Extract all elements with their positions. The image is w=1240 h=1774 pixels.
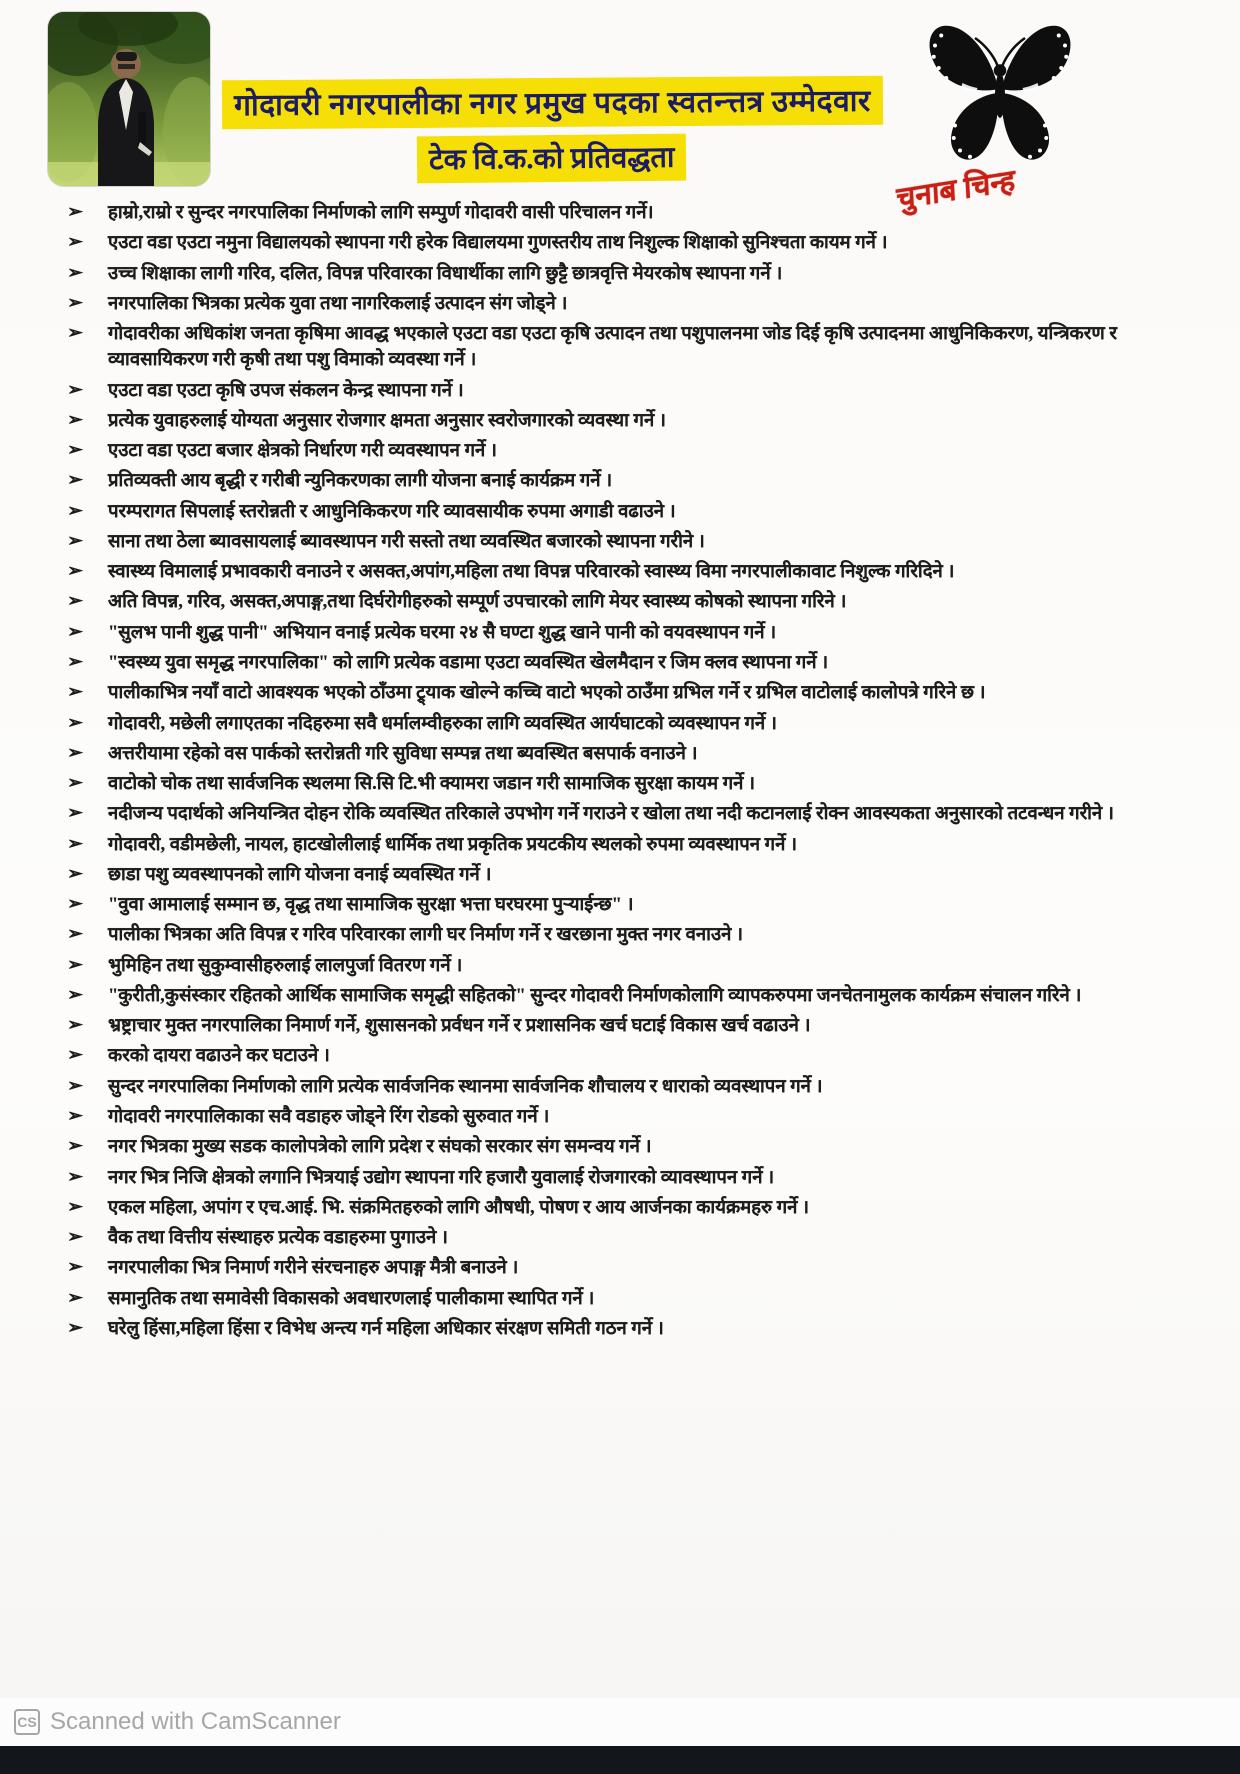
list-item-text: नगरपालिका भित्रका प्रत्येक युवा तथा नागरिकलाई उत्पादन संग जोड्ने ।	[108, 293, 568, 314]
list-item-text: नगरपालीका भित्र निमार्ण गरीने संरचनाहरु अपाङ्ग मैत्री बनाउने ।	[108, 1258, 519, 1279]
arrow-bullet-icon: ➢	[67, 1166, 83, 1186]
arrow-bullet-icon: ➢	[67, 591, 83, 611]
arrow-bullet-icon: ➢	[67, 742, 83, 762]
list-item	[62, 801, 1190, 827]
arrow-bullet-icon: ➢	[67, 409, 83, 429]
list-item	[62, 862, 1190, 888]
list-item-text: स्वास्थ्य विमालाई प्रभावकारी वनाउने र असक्त,अपांग,महिला तथा विपन्न परिवारको स्वास्थ्य विमा नगरपालीकावाट निशुल्क गरिदिने ।	[108, 562, 955, 583]
list-item-text: एउटा वडा एउटा नमुना विद्यालयको स्थापना गरी हरेक विद्यालयमा गुणस्तरीय ताथ निशुल्क शिक्षाको सुनिश्चता कायम गर्ने ।	[108, 233, 888, 254]
page-title: गोदावरी नगरपालीका नगर प्रमुख पदका स्वतन्त्तत्र उम्मेदवार	[221, 76, 882, 130]
list-item-text: करको दायरा वढाउने कर घटाउने ।	[108, 1046, 330, 1067]
arrow-bullet-icon: ➢	[67, 833, 83, 853]
list-item	[62, 200, 1190, 226]
arrow-bullet-icon: ➢	[67, 1105, 83, 1125]
arrow-bullet-icon: ➢	[67, 379, 83, 399]
list-item	[62, 1316, 1190, 1342]
list-item-text: "वुवा आमालाई सम्मान छ, वृद्ध तथा सामाजिक सुरक्षा भत्ता घरघरमा पुर्‍याईन्छ" ।	[108, 895, 634, 916]
list-item	[62, 650, 1190, 676]
list-item-text: छाडा पशु व्यवस्थापनको लागि योजना वनाई व्यवस्थित गर्ने ।	[108, 864, 492, 885]
list-item-text: "स्वस्थ्य युवा समृद्ध नगरपालिका" को लागि प्रत्येक वडामा एउटा व्यवस्थित खेलमैदान र जिम क्लव स्थापना गर्ने ।	[108, 652, 829, 673]
list-item-text: प्रतिव्यक्ती आय बृद्धी र गरीबी न्युनिकरणका लागी योजना बनाई कार्यक्रम गर्ने ।	[108, 471, 613, 492]
arrow-bullet-icon: ➢	[67, 1257, 83, 1277]
list-item-text: भ्रष्ट्राचार मुक्त नगरपालिका निमार्ण गर्ने, शुसासनको प्रर्वधन गर्ने र प्रशासनिक खर्च घटाई विकास खर्च वढाउने ।	[108, 1016, 811, 1037]
list-item-text: गोदावरी, मछेली लगाएतका नदिहरुमा सवै धर्मालम्वीहरुका लागि व्यवस्थित आर्यघाटको व्यवस्थापन गर्ने ।	[108, 713, 777, 734]
list-item-text: हाम्रो,राम्रो र सुन्दर नगरपालिका निर्माणको लागि सम्पुर्ण गोदावरी वासी परिचालन गर्ने।	[108, 203, 654, 223]
arrow-bullet-icon: ➢	[67, 1227, 83, 1247]
list-item-text: एउटा वडा एउटा कृषि उपज संकलन केन्द्र स्थापना गर्ने ।	[108, 380, 464, 401]
list-item	[62, 499, 1190, 525]
list-item	[62, 620, 1190, 646]
arrow-bullet-icon: ➢	[67, 1196, 83, 1216]
bottom-black-bar	[0, 1746, 1240, 1774]
list-item	[62, 892, 1190, 918]
candidate-photo-illustration	[48, 12, 210, 186]
list-item-text: उच्च शिक्षाका लागी गरिव, दलित, विपन्न परिवारका विधार्थीका लागि छुट्टै छात्रवृत्ति मेयरकोष स्थापना गर्ने ।	[108, 263, 783, 284]
arrow-bullet-icon: ➢	[67, 323, 83, 343]
arrow-bullet-icon: ➢	[67, 232, 83, 252]
arrow-bullet-icon: ➢	[67, 440, 83, 460]
list-item-text: अत्तरीयामा रहेको वस पार्कको स्तरोन्नती गरि सुविधा सम्पन्न तथा ब्यवस्थित बसपार्क वनाउने ।	[108, 743, 698, 764]
list-item	[62, 771, 1190, 797]
list-item	[62, 1134, 1190, 1160]
election-symbol-caption: चुनाब चिन्ह	[895, 163, 1016, 216]
list-item-text: वाटोको चोक तथा सार्वजनिक स्थलमा सि.सि टि.भी क्यामरा जडान गरी सामाजिक सुरक्षा कायम गर्ने ।	[108, 774, 756, 795]
arrow-bullet-icon: ➢	[67, 202, 83, 221]
list-item	[62, 291, 1190, 317]
arrow-bullet-icon: ➢	[67, 530, 83, 550]
list-item-text: सुन्दर नगरपालिका निर्माणको लागि प्रत्येक सार्वजनिक स्थानमा सार्वजनिक शौचालय र धाराको व्यवस्थापन गर्ने ।	[108, 1076, 823, 1097]
arrow-bullet-icon: ➢	[67, 621, 83, 641]
list-item-text: पालीका भित्रका अति विपन्न र गरिव परिवारका लागी घर निर्माण गर्ने र खरछाना मुक्त नगर वनाउने ।	[108, 925, 744, 946]
list-item	[62, 922, 1190, 948]
list-item	[62, 680, 1190, 706]
arrow-bullet-icon: ➢	[67, 803, 83, 823]
arrow-bullet-icon: ➢	[67, 1287, 83, 1307]
arrow-bullet-icon: ➢	[67, 712, 83, 732]
list-item	[62, 832, 1190, 858]
list-item	[62, 230, 1190, 256]
list-item	[62, 589, 1190, 615]
arrow-bullet-icon: ➢	[67, 292, 83, 312]
list-item	[62, 261, 1190, 287]
list-item	[62, 1104, 1190, 1130]
list-item	[62, 1225, 1190, 1251]
list-item	[62, 468, 1190, 494]
list-item-text: नदीजन्य पदार्थको अनियन्त्रित दोहन रोकि व्यवस्थित तरिकाले उपभोग गर्ने गराउने र खोला तथा नदी कटानलाई रोक्न आवस्यकता अनुसारको तटवन्धन गरीने ।	[108, 804, 1114, 825]
list-item	[62, 559, 1190, 585]
list-item-text: "कुरीती,कुसंस्कार रहितको आर्थिक सामाजिक समृद्धी सहितको" सुन्दर गोदावरी निर्माणकोलागि व्यापकरुपमा जनचेतनामुलक कार्यक्रम संचालन गरिने ।	[108, 985, 1082, 1006]
list-item	[62, 529, 1190, 555]
arrow-bullet-icon: ➢	[67, 500, 83, 520]
arrow-bullet-icon: ➢	[67, 894, 83, 914]
arrow-bullet-icon: ➢	[67, 561, 83, 581]
arrow-bullet-icon: ➢	[67, 1317, 83, 1337]
list-item	[62, 1074, 1190, 1100]
list-item-text: घरेलु हिंसा,महिला हिंसा र विभेध अन्त्य गर्न महिला अधिकार संरक्षण समिती गठन गर्ने ।	[108, 1318, 664, 1339]
list-item-text: गोदावरीका अधिकांश जनता कृषिमा आवद्ध भएकाले एउटा वडा एउटा कृषि उत्पादन तथा पशुपालनमा जोड दिई कृषि उत्पादनमा आधुनिकिकरण, यन्त्रिकरण र व्यावसायिकरण गरी कृषी तथा पशु विमाको व्यवस्था गर्ने ।	[108, 324, 1117, 371]
list-item-text: "सुलभ पानी शुद्ध पानी" अभियान वनाई प्रत्येक घरमा २४ सै घण्टा शुद्ध खाने पानी को वयवस्थापन गर्ने ।	[108, 622, 777, 643]
list-item	[62, 1255, 1190, 1281]
camscanner-footer	[0, 1698, 1240, 1746]
list-item-text: गोदावरी नगरपालिकाका सवै वडाहरु जोड्ने रिंग रोडको सुरुवात गर्ने ।	[108, 1106, 550, 1127]
list-item	[62, 1195, 1190, 1221]
commitment-list	[62, 200, 1190, 1346]
arrow-bullet-icon: ➢	[67, 924, 83, 944]
arrow-bullet-icon: ➢	[67, 863, 83, 883]
arrow-bullet-icon: ➢	[67, 1015, 83, 1035]
camscanner-logo-icon: CS	[14, 1709, 40, 1735]
list-item	[62, 983, 1190, 1009]
arrow-bullet-icon: ➢	[67, 682, 83, 702]
arrow-bullet-icon: ➢	[67, 1075, 83, 1095]
list-item	[62, 438, 1190, 464]
list-item	[62, 953, 1190, 979]
list-item-text: साना तथा ठेला ब्यावसायलाई ब्यावस्थापन गरी सस्तो तथा व्यवस्थित बजारको स्थापना गरीने ।	[108, 531, 705, 552]
list-item-text: पालीकाभित्र नयाँ वाटो आवश्यक भएको ठाँउमा ट्र्याक खोल्ने कच्चि वाटो भएको ठाउँमा ग्रभिल गर्ने र ग्रभिल वाटोलाई कालोपत्रे गरिने छ ।	[108, 683, 986, 704]
page-subtitle: टेक वि.क.को प्रतिवद्धता	[417, 134, 687, 184]
list-item	[62, 741, 1190, 767]
list-item	[62, 408, 1190, 434]
list-item-text: नगर भित्रका मुख्य सडक कालोपत्रेको लागि प्रदेश र संघको सरकार संग समन्वय गर्ने ।	[108, 1137, 652, 1158]
list-item-text: गोदावरी, वडीमछेली, नायल, हाटखोलीलाई धार्मिक तथा प्रकृतिक प्रयटकीय स्थलको रुपमा व्यवस्थापन गर्ने ।	[108, 834, 797, 855]
list-item	[62, 321, 1190, 374]
list-item-text: एकल महिला, अपांग र एच.आई. भि. संक्रमितहरुको लागि औषधी, पोषण र आय आर्जनका कार्यक्रमहरु गर्ने ।	[108, 1197, 810, 1218]
document-title-block	[212, 78, 892, 182]
list-item-text: वैक तथा वित्तीय संस्थाहरु प्रत्येक वडाहरुमा पुगाउने ।	[108, 1228, 448, 1249]
arrow-bullet-icon: ➢	[67, 470, 83, 490]
list-item	[62, 1043, 1190, 1069]
arrow-bullet-icon: ➢	[67, 954, 83, 974]
arrow-bullet-icon: ➢	[67, 984, 83, 1004]
arrow-bullet-icon: ➢	[67, 1045, 83, 1065]
list-item	[62, 1013, 1190, 1039]
list-item-text: प्रत्येक युवाहरुलाई योग्यता अनुसार रोजगार क्षमता अनुसार स्वरोजगारको व्यवस्था गर्ने ।	[108, 410, 666, 431]
list-item	[62, 711, 1190, 737]
list-item-text: परम्परागत सिपलाई स्तरोन्नती र आधुनिकिकरण गरि व्यावसायीक रुपमा अगाडी वढाउने ।	[108, 501, 676, 522]
arrow-bullet-icon: ➢	[67, 651, 83, 671]
list-item	[62, 1286, 1190, 1312]
list-item-text: नगर भित्र निजि क्षेत्रको लगानि भित्रयाई उद्योग स्थापना गरि हजारौ युवालाई रोजगारको व्यावस्थापन गर्ने ।	[108, 1167, 775, 1188]
arrow-bullet-icon: ➢	[67, 773, 83, 793]
arrow-bullet-icon: ➢	[67, 1136, 83, 1156]
candidate-photo	[48, 12, 210, 186]
list-item-text: भुमिहिन तथा सुकुम्वासीहरुलाई लालपुर्जा वितरण गर्ने ।	[108, 955, 463, 976]
list-item	[62, 378, 1190, 404]
list-item-text: एउटा वडा एउटा बजार क्षेत्रको निर्धारण गरी व्यवस्थापन गर्ने ।	[108, 441, 497, 462]
camscanner-footer-text: Scanned with CamScanner	[50, 1708, 341, 1735]
arrow-bullet-icon: ➢	[67, 262, 83, 282]
butterfly-symbol-icon	[925, 18, 1075, 168]
list-item	[62, 1165, 1190, 1191]
list-item-text: अति विपन्न, गरिव, असक्त,अपाङ्ग,तथा दिर्घरोगीहरुको सम्पूर्ण उपचारको लागि मेयर स्वास्थ्य कोषको स्थापना गरिने ।	[108, 592, 847, 613]
list-item-text: समानुतिक तथा समावेसी विकासको अवधारणलाई पालीकामा स्थापित गर्ने ।	[108, 1288, 595, 1309]
